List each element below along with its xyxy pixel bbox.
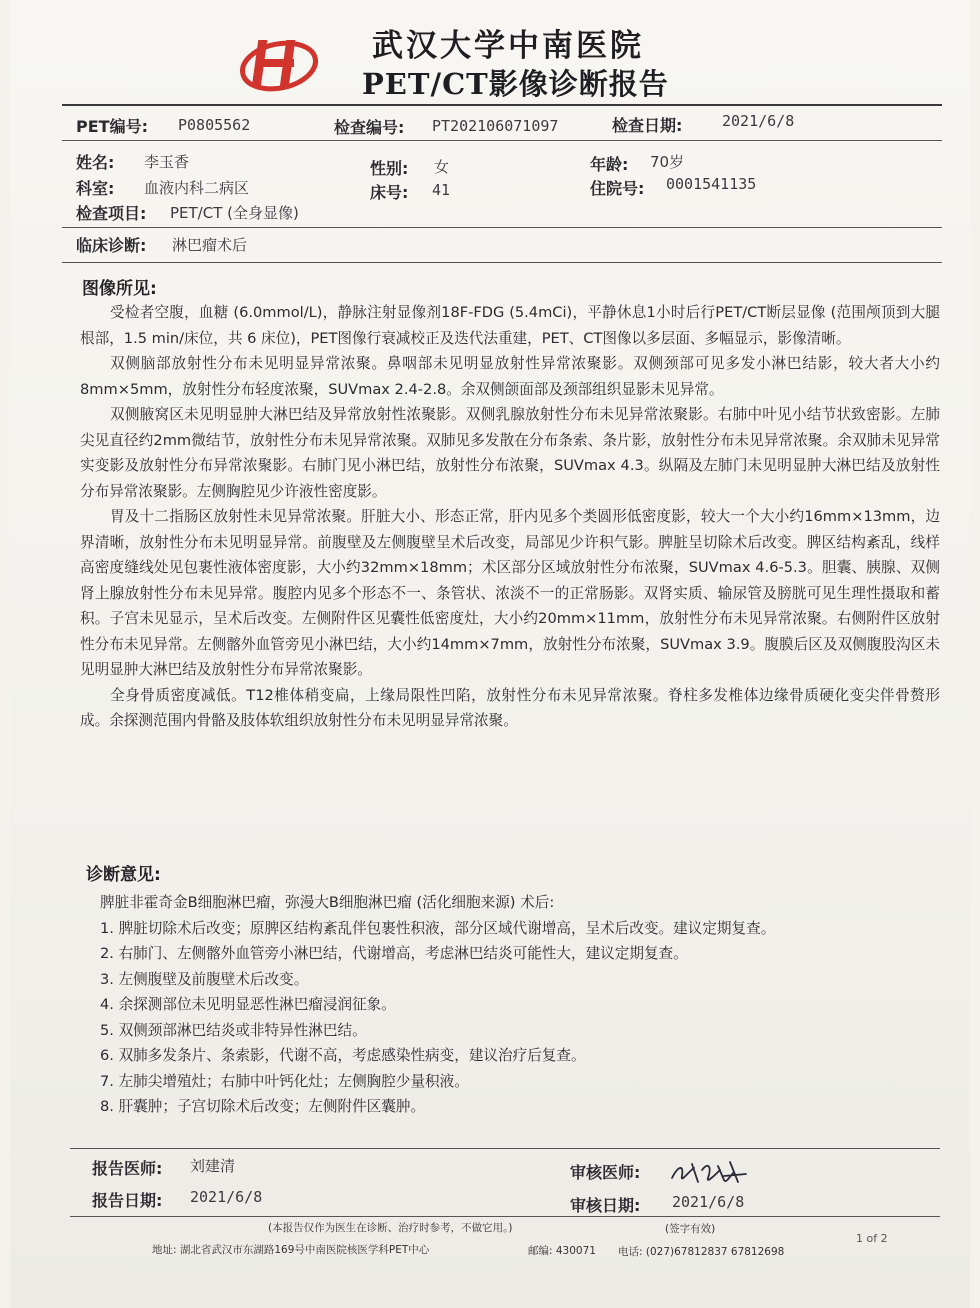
diagnosis-item: 5. 双侧颈部淋巴结炎或非特异性淋巴结。 [100,1021,367,1039]
sex-value: 女 [434,158,450,176]
findings-paragraph: 受检者空腹，血糖 (6.0mmol/L)，静脉注射显像剂18F-FDG (5.4mCi)，平静休息1小时后行PET/CT断层显像 (范围颅顶到大腿根部，1.5 min/床位，共 6 床位)，PET图像行衰减校正及迭代法重建，PET、CT图像以多层面、多幅显示，影像清晰。 [80,304,940,347]
exam-date-value: 2021/6/8 [722,112,795,130]
findings-paragraph: 双侧腋窝区未见明显肿大淋巴结及异常放射性浓聚影。双侧乳腺放射性分布未见异常浓聚影。右肺中叶见小结节状致密影。左肺尖见直径约2mm微结节，放射性分布未见异常浓聚。双肺见多发散在分布条索、条片影，放射性分布未见异常浓聚。余双肺未见异常实变影及放射性分布异常浓聚影。右肺门见小淋巴结，放射性分布浓聚，SUVmax 4.3。纵隔及左肺门未见明显肿大淋巴结及放射性分布异常浓聚影。左侧胸腔见少许液性密度影。 [80,406,940,500]
admission-label: 住院号: [590,179,645,198]
review-date-value: 2021/6/8 [672,1193,745,1211]
name-label: 姓名: [76,153,115,172]
admission-value: 0001541135 [666,175,757,193]
clinical-divider [62,262,942,263]
diagnosis-item: 8. 肝囊肿；子宫切除术后改变；左侧附件区囊肿。 [100,1098,426,1115]
diagnosis-item: 2. 右肺门、左侧髂外血管旁小淋巴结，代谢增高，考虑淋巴结炎可能性大，建议定期复查。 [100,945,688,962]
postcode: 邮编: 430071 [528,1245,596,1257]
report-title: PET/CT影像诊断报告 [362,67,669,101]
bottom-divider [70,1216,940,1217]
diagnosis-item: 6. 双肺多发条片、条索影，代谢不高，考虑感染性病变，建议治疗后复查。 [100,1047,586,1064]
usage-note: (本报告仅作为医生在诊断、治疗时参考，不做它用。) [268,1222,513,1234]
patient-divider [62,227,942,228]
bed-value: 41 [432,181,451,199]
age-label: 年龄: [590,155,629,174]
diagnosis-title: 诊断意见: [86,865,161,885]
address: 地址: 湖北省武汉市东湖路169号中南医院核医学科PET中心 [152,1244,430,1256]
age-value: 70岁 [650,153,685,171]
pet-no-value: P0805562 [178,116,251,134]
exam-date-label: 检查日期: [612,116,683,135]
diagnosis-item: 4. 余探测部位未见明显恶性淋巴瘤浸润征象。 [100,996,396,1013]
diagnosis-body [100,890,940,1120]
diagnosis-item: 7. 左肺尖增殖灶；右肺中叶钙化灶；左侧胸腔少量积液。 [100,1072,469,1090]
exam-item-label: 检查项目: [76,204,147,223]
header-divider [62,104,942,106]
findings-title: 图像所见: [82,279,157,299]
dept-label: 科室: [76,179,115,198]
findings-paragraph: 双侧脑部放射性分布未见明显异常浓聚。鼻咽部未见明显放射性异常浓聚影。双侧颈部可见多发小淋巴结影，较大者大小约8mm×5mm，放射性分布轻度浓聚，SUVmax 2.4-2.8。余双侧颌面部及颈部组织显影未见异常。 [80,355,940,398]
clinical-diagnosis-value: 淋巴瘤术后 [172,236,248,254]
report-date-label: 报告日期: [92,1191,163,1210]
reviewer-label: 审核医师: [570,1163,641,1182]
hospital-name: 武汉大学中南医院 [372,28,644,64]
findings-body [80,300,940,734]
diagnosis-intro: 脾脏非霍奇金B细胞淋巴瘤，弥漫大B细胞淋巴瘤 (活化细胞来源) 术后: [100,894,555,911]
page-number: 1 of 2 [856,1232,888,1245]
sign-note: (签字有效) [665,1223,716,1235]
bed-label: 床号: [370,183,409,202]
phone: 电话: (027)67812837 67812698 [618,1246,785,1258]
hospital-h-logo-icon [238,28,320,98]
dept-value: 血液内科二病区 [144,179,250,197]
name-value: 李玉香 [144,153,190,171]
report-date-value: 2021/6/8 [190,1188,263,1206]
exam-no-value: PT202106071097 [432,117,559,135]
exam-no-label: 检查编号: [334,118,405,137]
meta-divider [62,140,942,141]
footer-divider [70,1148,940,1149]
sex-label: 性别: [370,159,409,178]
reviewer-signature-icon [668,1156,748,1190]
diagnosis-item: 1. 脾脏切除术后改变；原脾区结构紊乱伴包裹性积液，部分区域代谢增高，呈术后改变。建议定期复查。 [100,919,776,937]
diagnosis-item: 3. 左侧腹壁及前腹壁术后改变。 [100,970,309,988]
reporter-label: 报告医师: [92,1159,163,1178]
clinical-diagnosis-label: 临床诊断: [76,236,147,255]
pet-no-label: PET编号: [76,117,148,136]
reporter-value: 刘建清 [190,1157,236,1175]
review-date-label: 审核日期: [570,1196,641,1215]
exam-item-value: PET/CT (全身显像) [170,204,299,222]
findings-paragraph: 胃及十二指肠区放射性未见异常浓聚。肝脏大小、形态正常，肝内见多个类圆形低密度影，较大一个大小约16mm×13mm，边界清晰，放射性分布未见明显异常。前腹壁及左侧腹壁呈术后改变，局部见少许积气影。脾脏呈切除术后改变。脾区结构紊乱，线样高密度缝线处见包裹性液体密度影，大小约32mm×18mm；术区部分区域放射性分布浓聚，SUVmax 4.6-5.3。胆囊、胰腺、双侧肾上腺放射性分布未见异常。腹腔内见多个形态不一、条管状、浓淡不一的正常肠影。双肾实质、输尿管及膀胱可见生理性摄取和蓄积。子宫未见显示，呈术后改变。左侧附件区见囊性低密度灶，大小约20mm×11mm，放射性分布未见异常浓聚。右侧附件区放射性分布未见异常。左侧髂外血管旁见小淋巴结，大小约14mm×7mm，放射性分布浓聚，SUVmax 3.9。腹膜后区及双侧腹股沟区未见明显肿大淋巴结及放射性分布异常浓聚影。 [80,508,940,678]
findings-paragraph: 全身骨质密度减低。T12椎体稍变扁，上缘局限性凹陷，放射性分布未见异常浓聚。脊柱多发椎体边缘骨质硬化变尖伴骨赘形成。余探测范围内骨骼及肢体软组织放射性分布未见明显异常浓聚。 [80,686,940,729]
